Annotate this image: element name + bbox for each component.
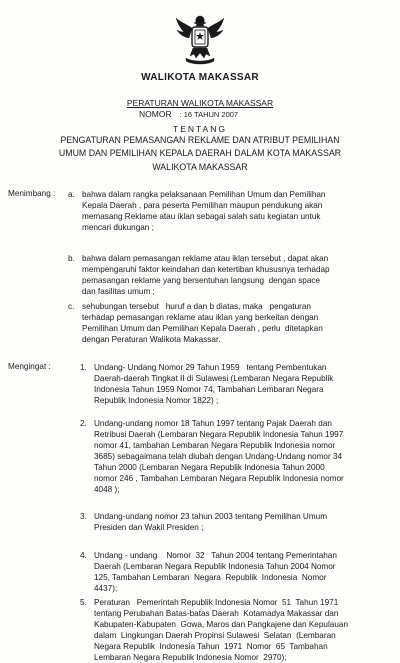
menimbang-item-marker: a.	[68, 190, 75, 199]
menimbang-item-marker: b.	[68, 254, 75, 263]
menimbang-label: Menimbang :	[8, 189, 56, 198]
mengingat-label: Mengingat :	[8, 362, 51, 371]
mengingat-item-line: Republik Indonesia Nomor 1822) ;	[94, 396, 219, 405]
mengingat-item	[80, 362, 392, 406]
menimbang-item-line: dengan Peraturan Walikota Makassar.	[82, 335, 221, 344]
mengingat-item-line: Undang - undang Nomor 32 Tahun 2004 tentang Pemerintahan	[94, 551, 337, 560]
mengingat-item-line: nomor 41, tambahan Lembaran Negara Republik Indonesia nomor	[94, 441, 336, 450]
mengingat-item-line: Tahun 2000 (Lembaran Negara Republik Indonesia Tahun 2000	[94, 463, 325, 472]
mengingat-item-line: Undang-undang nomor 18 Tahun 1997 tentang Pajak Daerah dan	[94, 419, 332, 428]
mengingat-item-line: Indonesia Tahun 1959 Nomor 74, Tambahan Lembaran Negara	[94, 385, 324, 394]
mengingat-item-marker: 4.	[80, 551, 87, 560]
mengingat-item-line: Peraturan Pemerintah Republik Indonesia Nomor 51 Tahun 1971	[94, 598, 339, 607]
menimbang-item-line: bahwa dalam pemasangan reklame atau iklan tersebut , dapat akan	[82, 254, 329, 263]
menimbang-item-marker: c.	[68, 302, 75, 311]
garuda-emblem-icon	[174, 12, 226, 68]
mengingat-item-line: Undang-undang nomor 23 tahun 2003 tentang Pemilihan Umum	[94, 512, 328, 521]
mengingat-item-line: Daerah-daerah Tingkat II di Sulawesi (Lembaran Negara Republik	[94, 374, 334, 383]
mengingat-item-line: Lembaran Negara Republik Indonesia Nomor 2970);	[94, 653, 287, 662]
menimbang-item-text	[82, 301, 323, 345]
mengingat-item-line: Daerah (Lembaran Negara Republik Indonesia Tahun 2004 Nomor	[94, 562, 336, 571]
mengingat-item-line: 4437);	[94, 584, 118, 593]
mengingat-item-text	[94, 597, 348, 663]
menimbang-item-line: Pemilihan Umum dan Pemilihan Kepala Daerah , perlu ditetapkan	[82, 324, 323, 333]
menimbang-item-line: terhadap pemasangan reklame atau iklan yang berkeitan dengan	[82, 313, 319, 322]
tentang-heading: TENTANG	[173, 124, 227, 134]
mengingat-item-line: Kabupaten-Kabupaten Gowa, Maros dan Pangkajene dan Kepulauan	[94, 620, 349, 629]
menimbang-item-line: mencari dukungan ;	[82, 223, 154, 232]
mengingat-item-line: nomor 246 , Tambahan Lembaran Negara Republik Indonesia nomor	[94, 474, 344, 483]
number-value: : 16 TAHUN 2007	[179, 110, 239, 119]
issuer-heading: WALIKOTA MAKASSAR	[152, 162, 248, 172]
mengingat-item-line: Negara Republik Indonesia Tahun 1971 Nomor 65 Tambahan	[94, 642, 328, 651]
menimbang-item	[68, 253, 392, 297]
menimbang-item	[68, 301, 392, 345]
mengingat-item-line: tentang Perubahan Batas-batas Daerah Kotamadya Makassar dan	[94, 609, 339, 618]
subject-line-1: PENGATURAN PEMASANGAN REKLAME DAN ATRIBUT PEMILIHAN	[60, 135, 340, 145]
mengingat-item	[80, 550, 392, 594]
mengingat-item-line: Retribusi Daerah (Lembaran Negara Republik Indonesia Tahun 1997	[94, 430, 344, 439]
menimbang-item-line: pemasangan reklame yang bersentuhan langsung dengan space	[82, 276, 321, 285]
menimbang-item-line: sehubungan tersebut huruf a dan b diatas, maka pengaturan	[82, 302, 311, 311]
menimbang-item-line: dan fasilitas umum ;	[82, 287, 155, 296]
number-label: NOMOR	[139, 109, 172, 119]
scan-speck	[120, 272, 125, 277]
menimbang-item-line: Kepala Daerah , para peserta Pemilihan maupun pendukung akan	[82, 201, 323, 210]
regulation-number	[139, 109, 238, 119]
document-title: WALIKOTA MAKASSAR	[141, 72, 259, 83]
mengingat-item-marker: 5.	[80, 598, 87, 607]
mengingat-item-text	[94, 418, 344, 495]
mengingat-item-marker: 2.	[80, 419, 87, 428]
mengingat-item-marker: 3.	[80, 512, 87, 521]
menimbang-item-line: bahwa dalam rangka pelaksanaan Pemilihan Umum dan Pemilihan	[82, 190, 326, 199]
menimbang-item-line: memasang Reklame atau iklan sebagai salah satu kegiatan untuk	[82, 212, 321, 221]
mengingat-item	[80, 511, 392, 533]
regulation-subject	[0, 134, 400, 160]
mengingat-item-text	[94, 511, 327, 533]
mengingat-item-line: Undang- Undang Nomor 29 Tahun 1959 tentang Pembentukan	[94, 363, 327, 372]
mengingat-item	[80, 597, 392, 663]
mengingat-item-text	[94, 550, 337, 594]
scan-speck	[116, 222, 122, 228]
mengingat-item-line: Presiden dan Wakil Presiden ;	[94, 523, 204, 532]
menimbang-item-line: mempengaruhi faktor keindahan dan ketertiban khususnya terhadap	[82, 265, 330, 274]
mengingat-item-marker: 1.	[80, 363, 87, 372]
regulation-heading: PERATURAN WALIKOTA MAKASSAR	[126, 98, 274, 108]
subject-line-2: UMUM DAN PEMILIHAN KEPALA DAERAH DALAM KOTA MAKASSAR	[58, 148, 342, 158]
mengingat-item-line: 3685) sebagaimana telah diubah dengan Undang-Undang nomor 34	[94, 452, 343, 461]
mengingat-item-line: 125, Tambahan Lembaran Negara Republik Indonesia Nomor	[94, 573, 327, 582]
mengingat-item	[80, 418, 392, 495]
mengingat-item-text	[94, 362, 333, 406]
mengingat-item-line: dalam Lingkungan Daerah Propinsi Sulawesi Selatan (Lembaran	[94, 631, 336, 640]
mengingat-item-line: 4048 );	[94, 485, 120, 494]
